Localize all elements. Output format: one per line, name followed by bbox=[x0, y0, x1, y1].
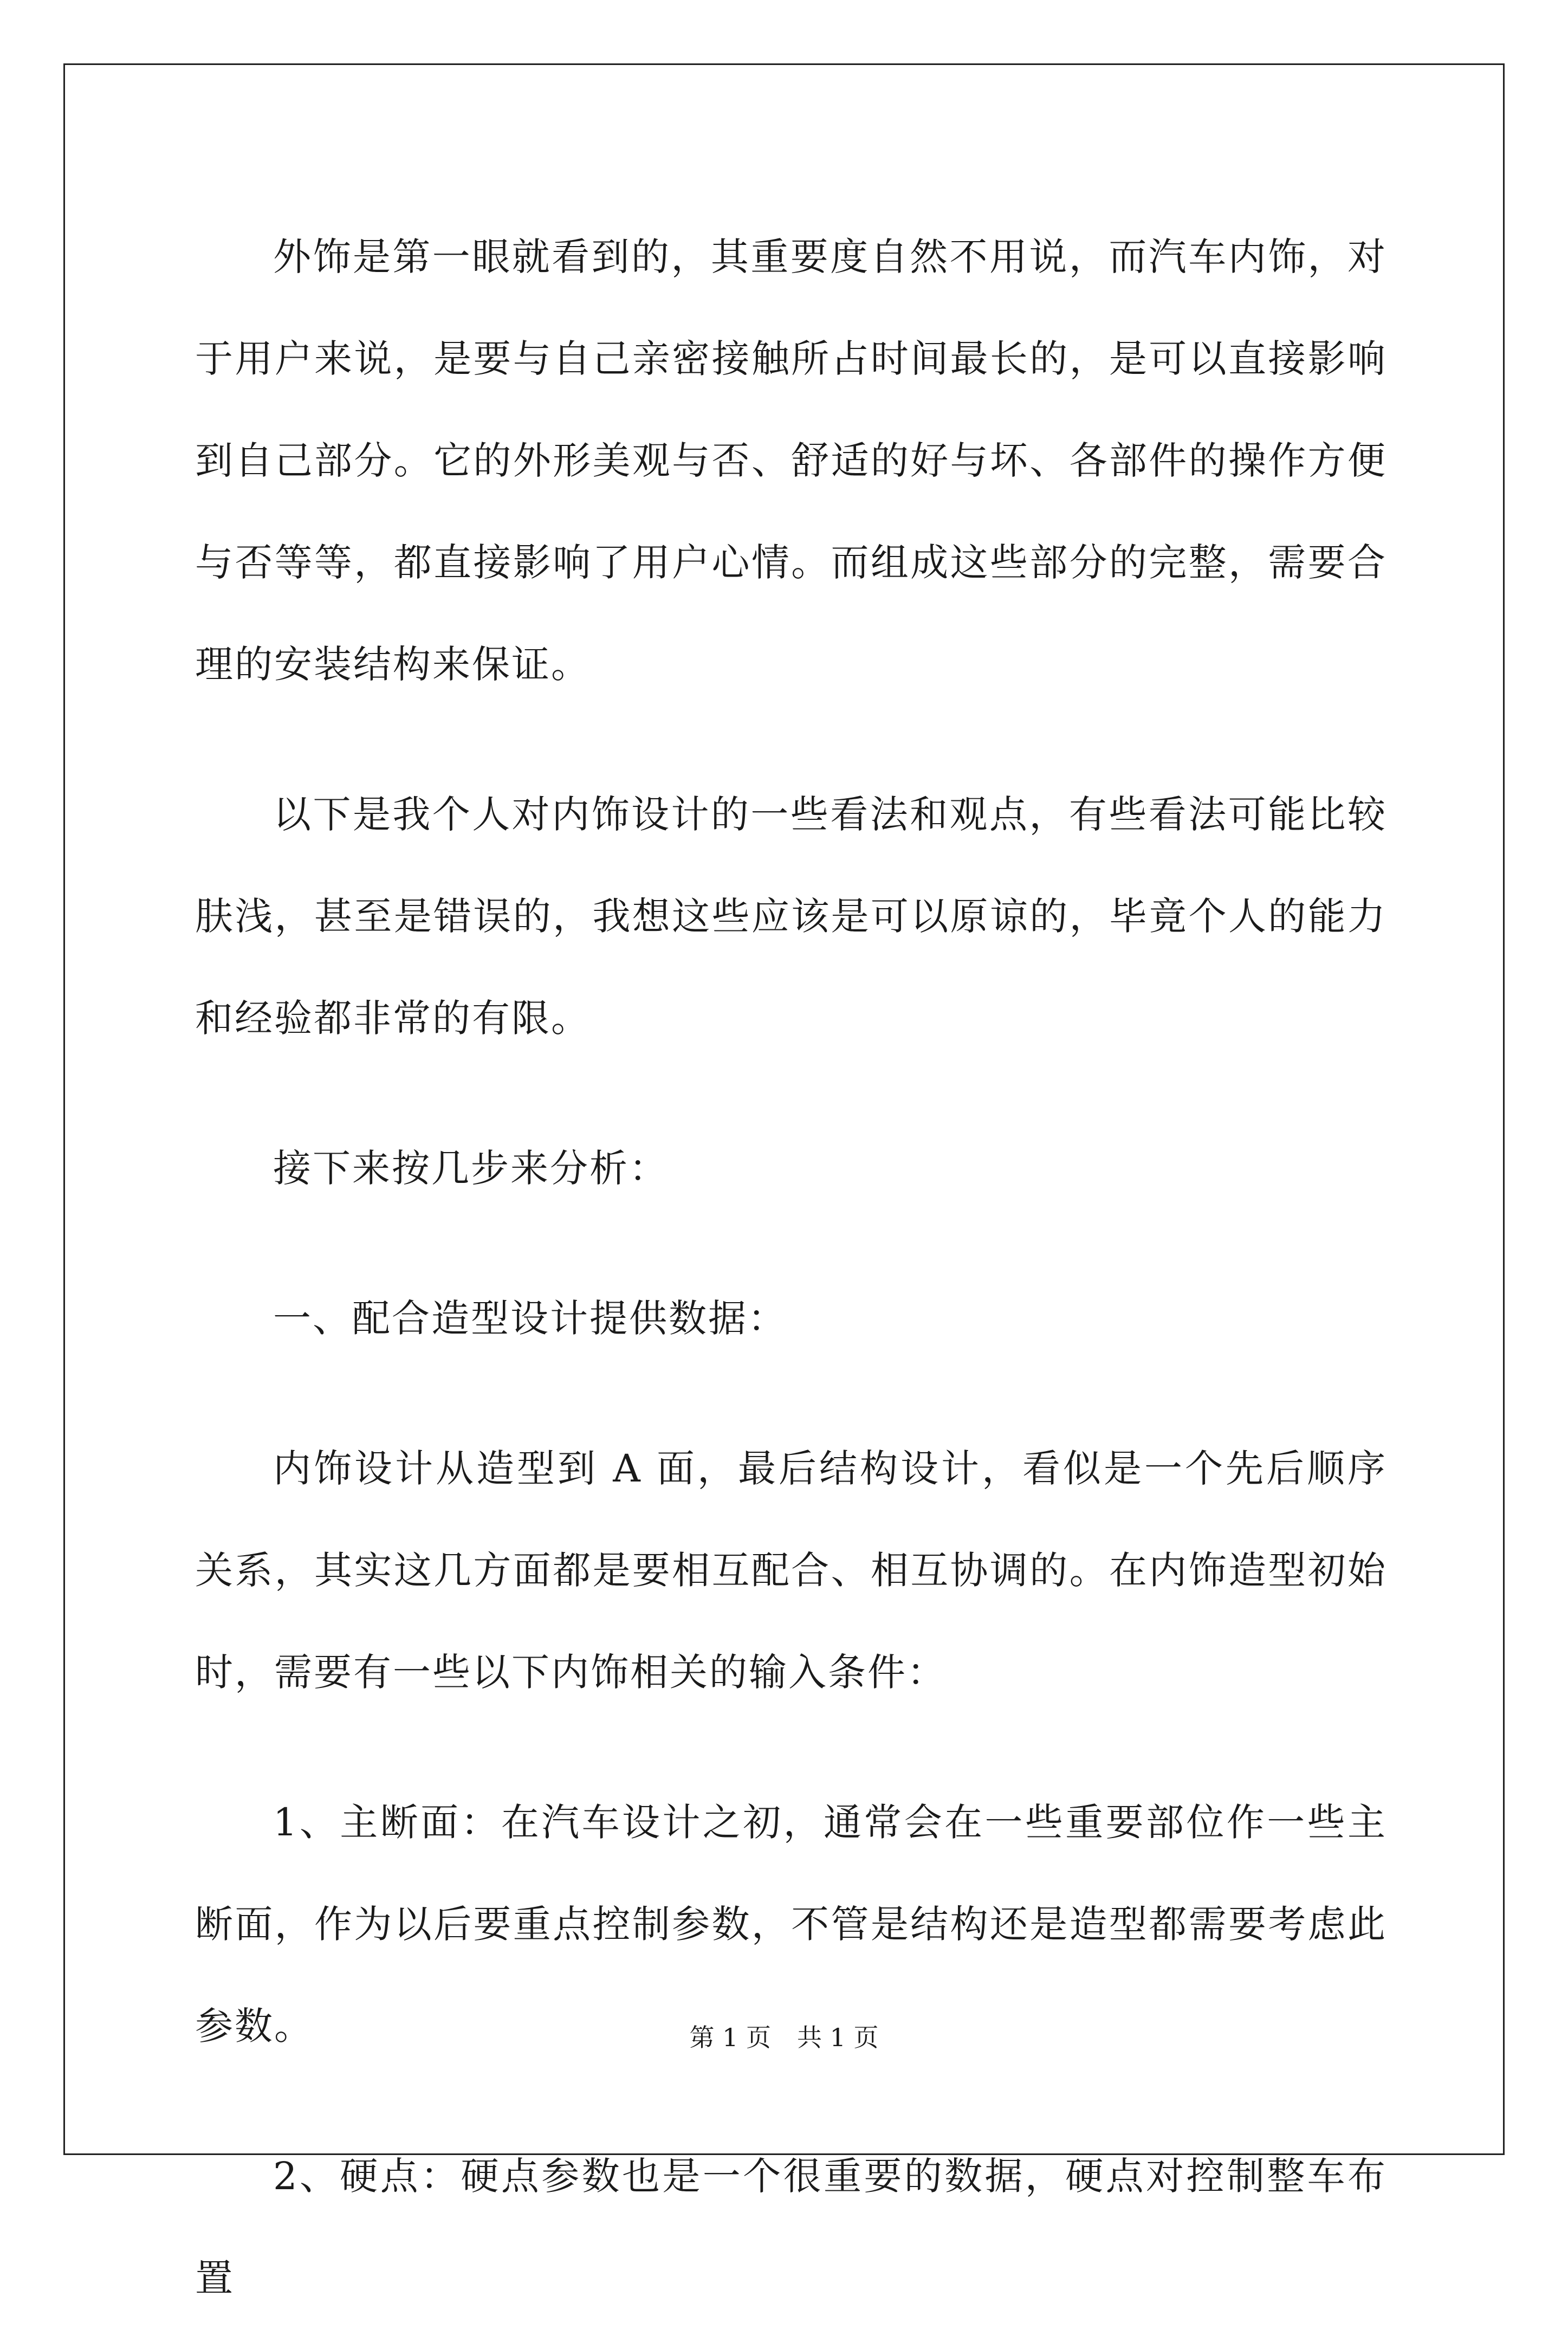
page-number: 第 1 页 bbox=[689, 2023, 771, 2052]
paragraph: 外饰是第一眼就看到的，其重要度自然不用说，而汽车内饰，对于用户来说，是要与自己亲密接触所占时间最长的，是可以直接影响到自己部分。它的外形美观与否、舒适的好与坏、各部件的操作方便与否等等，都直接影响了用户心情。而组成这些部分的完整，需要合理的安装结构来保证。 bbox=[195, 235, 1387, 687]
page-total: 共 1 页 bbox=[797, 2023, 879, 2052]
page-footer bbox=[0, 2021, 1568, 2054]
paragraph: 2、硬点：硬点参数也是一个很重要的数据，硬点对控制整车布置 bbox=[195, 2154, 1387, 2300]
paragraph: 以下是我个人对内饰设计的一些看法和观点，有些看法可能比较肤浅，甚至是错误的，我想这些应该是可以原谅的，毕竟个人的能力和经验都非常的有限。 bbox=[195, 792, 1387, 1040]
paragraph: 内饰设计从造型到 A 面，最后结构设计，看似是一个先后顺序关系，其实这几方面都是要相互配合、相互协调的。在内饰造型初始时，需要有一些以下内饰相关的输入条件： bbox=[195, 1446, 1387, 1694]
paragraph: 1、主断面：在汽车设计之初，通常会在一些重要部位作一些主断面，作为以后要重点控制参数，不管是结构还是造型都需要考虑此参数。 bbox=[195, 1800, 1387, 2048]
document-body bbox=[195, 206, 1387, 2329]
paragraph: 一、配合造型设计提供数据： bbox=[273, 1296, 787, 1341]
paragraph: 接下来按几步来分析： bbox=[273, 1146, 669, 1191]
